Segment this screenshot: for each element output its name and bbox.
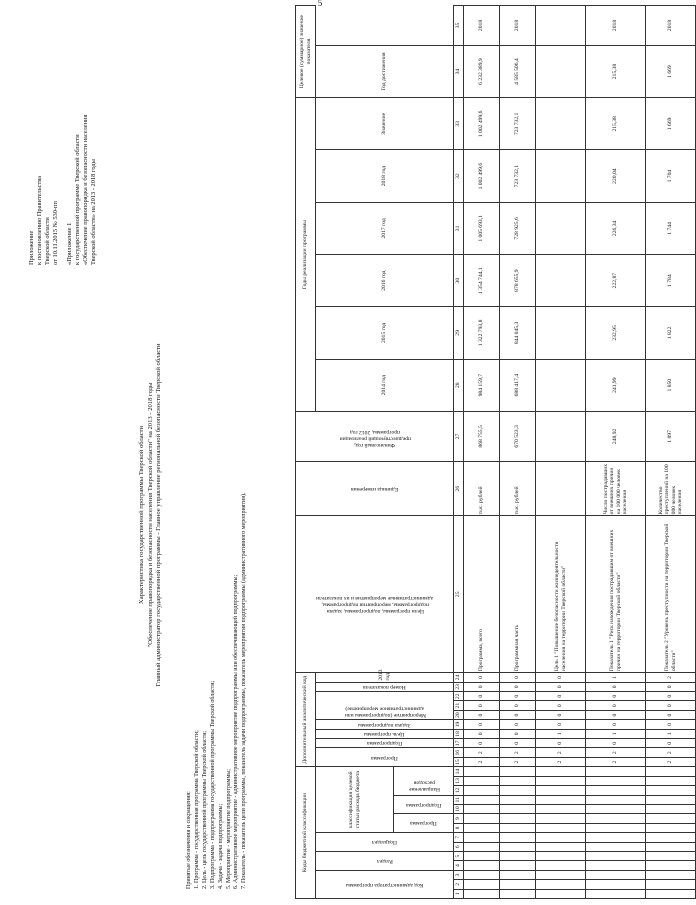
header-direction xyxy=(394,767,454,795)
code-cell: 2 xyxy=(500,757,536,766)
code-cell xyxy=(500,804,536,813)
code-cell: 0 xyxy=(500,720,536,729)
code-cell xyxy=(646,767,696,776)
cell-year-2015: 1 354 744,1 xyxy=(464,255,500,307)
column-numbers-row xyxy=(454,6,464,899)
code-cell: 0 xyxy=(464,673,500,682)
column-number: 10 xyxy=(454,804,464,813)
code-cell xyxy=(586,889,646,898)
code-cell xyxy=(646,889,696,898)
code-cell: 0 xyxy=(500,701,536,710)
code-cell: 0 xyxy=(500,682,536,691)
column-number: 7 xyxy=(454,833,464,842)
title-line: Характеристика государственной программы Тверской области xyxy=(138,425,145,605)
approval-block xyxy=(28,15,98,265)
code-cell: 1 xyxy=(536,729,586,738)
title-line: Главный администратор государственной программы - Главное управление региональной безопасности Тверской области xyxy=(155,343,163,687)
code-cell xyxy=(536,823,586,832)
cell-year-2018: 1 002 499,6 xyxy=(464,98,500,150)
code-cell xyxy=(646,880,696,889)
cell-year-2016: 1 744 xyxy=(646,202,696,254)
code-cell xyxy=(536,842,586,851)
code-cell: 2 xyxy=(646,757,696,766)
cell-year: 2018 xyxy=(586,6,646,46)
header-subsection xyxy=(316,833,454,852)
code-cell xyxy=(536,889,586,898)
header-section xyxy=(316,851,454,870)
title-line: "Обеспечение правопорядка и безопасности населения Тверской области" на 2013 - 2018 годы xyxy=(146,382,154,648)
cell-unit: тыс. рублей xyxy=(500,461,536,515)
cell-year-2015: 1 784 xyxy=(646,255,696,307)
header-program-text: Программа xyxy=(410,820,437,827)
code-cell: 2 xyxy=(586,757,646,766)
code-cell xyxy=(500,795,536,804)
header-additional-code: Дополнительный аналитический код xyxy=(296,673,316,767)
code-cell xyxy=(536,804,586,813)
legend-line: 2. Цель - цель государственной программы Тверской области; xyxy=(201,730,208,889)
code-cell xyxy=(646,833,696,842)
code-cell xyxy=(586,823,646,832)
legend-line: Принятые обозначения и сокращения: xyxy=(186,791,192,889)
table-row xyxy=(536,6,586,899)
header-year-reach: Год достижения xyxy=(316,45,454,97)
code-cell: 0 xyxy=(536,701,586,710)
column-number: 5 xyxy=(454,851,464,860)
code-cell: 0 xyxy=(646,682,696,691)
code-cell: 0 xyxy=(586,739,646,748)
approval-line: к государственной программе Тверской области xyxy=(74,134,81,265)
column-number: 13 xyxy=(454,776,464,785)
code-cell: 0 xyxy=(464,739,500,748)
header-fin-2012-text: Финансовый год, предшествующий реализации программы, 2012 год xyxy=(338,429,411,449)
header-2014: 2014 год xyxy=(316,359,454,411)
code-cell xyxy=(464,795,500,804)
header-subprogram2 xyxy=(316,739,454,748)
cell-target: 6 232 389,9 xyxy=(464,45,500,97)
header-2017: 2017 год xyxy=(316,202,454,254)
code-cell: 0 xyxy=(646,739,696,748)
cell-year-2013: 1 850 xyxy=(646,359,696,411)
code-cell xyxy=(646,814,696,823)
code-cell: 0 xyxy=(536,710,586,719)
header-admin-code-text: Код администратора программы xyxy=(345,881,424,888)
code-cell xyxy=(500,861,536,870)
code-cell xyxy=(646,823,696,832)
code-cell: 1 xyxy=(586,729,646,738)
code-cell xyxy=(646,776,696,785)
column-number: 8 xyxy=(454,823,464,832)
header-name xyxy=(296,516,454,673)
column-number: 19 xyxy=(454,720,464,729)
code-cell xyxy=(500,889,536,898)
code-cell xyxy=(586,861,646,870)
cell-year-2017 xyxy=(536,150,586,202)
legend-line: 4. Задача - задача подпрограммы; xyxy=(217,803,224,889)
code-cell xyxy=(464,823,500,832)
code-cell: 0 xyxy=(536,673,586,682)
code-cell xyxy=(500,823,536,832)
code-cell xyxy=(536,880,586,889)
code-cell: 0 xyxy=(646,720,696,729)
cell-name: Цель 1 "Повышение безопасности жизнедеятельности населения на территории Тверской области" xyxy=(536,516,586,673)
code-cell xyxy=(586,776,646,785)
column-number: 17 xyxy=(454,739,464,748)
cell-year-2017: 1 002 499,6 xyxy=(464,150,500,202)
program-characteristics-table xyxy=(295,5,696,899)
cell-year: 2018 xyxy=(464,6,500,46)
header-budget-code: Коды бюджетной классификации xyxy=(296,767,316,899)
cell-year-2015 xyxy=(536,255,586,307)
column-number: 12 xyxy=(454,786,464,795)
cell-year-2014 xyxy=(536,307,586,359)
code-cell: 0 xyxy=(464,682,500,691)
code-cell xyxy=(500,814,536,823)
cell-year-2015: 222,87 xyxy=(586,255,646,307)
code-cell xyxy=(464,889,500,898)
column-number: 25 xyxy=(454,516,464,673)
code-cell xyxy=(646,842,696,851)
code-cell xyxy=(464,880,500,889)
code-cell xyxy=(586,795,646,804)
code-cell xyxy=(536,861,586,870)
column-number: 24 xyxy=(454,673,464,682)
code-cell xyxy=(646,851,696,860)
header-program2 xyxy=(316,748,454,767)
code-cell: 0 xyxy=(536,692,586,701)
code-cell: 0 xyxy=(464,692,500,701)
code-cell xyxy=(464,814,500,823)
header-section-text: Раздел xyxy=(376,858,393,865)
column-number: 21 xyxy=(454,701,464,710)
header-event xyxy=(316,692,454,720)
code-cell: 2 xyxy=(536,748,586,757)
header-name-text: Цели программы, подпрограммы, задачи подпрограммы, мероприятия подпрограммы, административные мероприятия и их показатели xyxy=(316,595,433,615)
code-cell xyxy=(464,804,500,813)
column-number: 34 xyxy=(454,45,464,97)
header-program2-text: Программа xyxy=(371,754,398,761)
column-number: 1 xyxy=(454,889,464,898)
code-cell xyxy=(586,880,646,889)
cell-target: 1 669 xyxy=(646,45,696,97)
table-row xyxy=(464,6,500,899)
approval-line: «Приложение 1 xyxy=(66,222,73,265)
cell-year-2013: 688 417,4 xyxy=(500,359,536,411)
column-number: 32 xyxy=(454,150,464,202)
header-indicator-no-text: Номер показателя xyxy=(363,684,406,691)
header-2015: 2015 год xyxy=(316,307,454,359)
cell-name: Программная часть xyxy=(500,516,536,673)
cell-year-2018: 1 669 xyxy=(646,98,696,150)
code-cell xyxy=(536,814,586,823)
approval-line: к постановлению Правительства xyxy=(36,175,43,265)
column-number: 15 xyxy=(454,757,464,766)
abbreviations-legend xyxy=(186,249,249,889)
header-indicator-no xyxy=(316,682,454,691)
cell-year-2018: 723 732,1 xyxy=(500,98,536,150)
cell-target xyxy=(536,45,586,97)
column-number: 2 xyxy=(454,880,464,889)
code-cell xyxy=(536,795,586,804)
column-number: 14 xyxy=(454,767,464,776)
page-number: 5 xyxy=(317,0,323,8)
cell-year-2016: 226,34 xyxy=(586,202,646,254)
column-number: 35 xyxy=(454,6,464,46)
column-number: 18 xyxy=(454,729,464,738)
cell-target: 4 585 506,4 xyxy=(500,45,536,97)
code-cell: 0 xyxy=(464,701,500,710)
cell-year-2015: 878 655,9 xyxy=(500,255,536,307)
code-cell: 2 xyxy=(464,748,500,757)
header-task-text: Задача подпрограммы xyxy=(358,721,411,728)
code-cell xyxy=(586,851,646,860)
code-cell: 0 xyxy=(500,710,536,719)
code-cell xyxy=(586,804,646,813)
cell-unit: тыс. рублей xyxy=(464,461,500,515)
cell-name: Показатель 1 "Риск нахождения пострадавшим от внешних причин на территории Тверской области" xyxy=(586,516,646,673)
code-cell xyxy=(586,814,646,823)
code-cell xyxy=(464,851,500,860)
header-event-text: Мероприятие (подпрограммы или административное мероприятие) xyxy=(343,705,426,719)
code-cell: 2 xyxy=(646,748,696,757)
header-fin-2012 xyxy=(296,411,454,461)
column-number: 9 xyxy=(454,814,464,823)
code-cell xyxy=(536,851,586,860)
code-cell: 0 xyxy=(586,720,646,729)
header-target-article: классификация целевой статьи расхода бюджета xyxy=(316,767,394,833)
legend-line: 5. Мероприятие - мероприятие подпрограммы; xyxy=(225,769,232,889)
header-subprogram-text: Подпрограмма xyxy=(405,801,442,808)
code-cell xyxy=(586,833,646,842)
code-cell xyxy=(500,870,536,879)
header-target-value: Значение xyxy=(316,98,454,150)
cell-unit: Количество преступлений на 100 000 человек населения xyxy=(646,461,696,515)
header-2018: 2018 год xyxy=(316,150,454,202)
cell-year-2013: 984 159,7 xyxy=(464,359,500,411)
cell-year-2014: 232,95 xyxy=(586,307,646,359)
cell-unit xyxy=(536,461,586,515)
code-cell xyxy=(646,795,696,804)
cell-target: 215,38 xyxy=(586,45,646,97)
cell-year-2018 xyxy=(536,98,586,150)
cell-year: 2018 xyxy=(646,6,696,46)
code-cell xyxy=(536,776,586,785)
code-cell: 1 xyxy=(586,673,646,682)
code-cell: 2 xyxy=(500,748,536,757)
header-unit-text: Единица измерения xyxy=(350,485,399,492)
cell-name: Программа, всего xyxy=(464,516,500,673)
cell-year-2014: 1 322 793,8 xyxy=(464,307,500,359)
cell-year-2016 xyxy=(536,202,586,254)
table-row xyxy=(586,6,646,899)
code-cell xyxy=(464,767,500,776)
column-number: 30 xyxy=(454,255,464,307)
legend-line: 6. Административное мероприятие - административное мероприятие подпрограммы или обеспечивающей подпрограммы; xyxy=(233,574,240,889)
code-cell: 0 xyxy=(500,729,536,738)
code-cell: 0 xyxy=(536,720,586,729)
code-cell: 0 xyxy=(464,729,500,738)
header-2013: 2013 год xyxy=(316,673,454,682)
code-cell xyxy=(646,804,696,813)
code-cell: 0 xyxy=(586,701,646,710)
header-admin-code xyxy=(316,870,454,898)
code-cell: 2 xyxy=(464,757,500,766)
code-cell xyxy=(500,880,536,889)
column-number: 23 xyxy=(454,682,464,691)
column-number: 22 xyxy=(454,692,464,701)
code-cell xyxy=(500,842,536,851)
code-cell xyxy=(464,776,500,785)
code-cell xyxy=(536,786,586,795)
code-cell: 0 xyxy=(646,692,696,701)
code-cell xyxy=(500,833,536,842)
approval-line: Приложение xyxy=(28,230,35,265)
cell-year-2012: 868 755,5 xyxy=(464,411,500,461)
document-title xyxy=(138,165,164,865)
code-cell xyxy=(464,842,500,851)
column-number: 6 xyxy=(454,842,464,851)
header-goal-text: Цель программы xyxy=(364,731,405,738)
column-number: 11 xyxy=(454,795,464,804)
cell-year-2014: 1 822 xyxy=(646,307,696,359)
cell-year-2017: 1 704 xyxy=(646,150,696,202)
code-cell xyxy=(586,786,646,795)
cell-year-2017: 723 732,1 xyxy=(500,150,536,202)
header-2016: 2016 год xyxy=(316,255,454,307)
header-years: Годы реализации программы xyxy=(296,98,316,412)
code-cell: 2 xyxy=(536,757,586,766)
code-cell: 2 xyxy=(586,748,646,757)
table-row xyxy=(500,6,536,899)
code-cell xyxy=(586,842,646,851)
header-target: Целевое (суммарное) значение показателя xyxy=(296,6,316,98)
code-cell: 0 xyxy=(646,701,696,710)
column-number: 3 xyxy=(454,870,464,879)
code-cell xyxy=(500,776,536,785)
cell-year-2017: 220,04 xyxy=(586,150,646,202)
table-row xyxy=(646,6,696,899)
code-cell: 0 xyxy=(464,710,500,719)
header-subprogram2-text: Подпрограмма xyxy=(366,740,403,747)
column-number: 20 xyxy=(454,710,464,719)
code-cell xyxy=(586,870,646,879)
column-number: 29 xyxy=(454,307,464,359)
approval-line: Тверской области xyxy=(44,217,51,265)
cell-year-2018: 215,38 xyxy=(586,98,646,150)
header-direction-text: Направление расходов xyxy=(407,779,440,792)
header-goal xyxy=(316,729,454,738)
code-cell xyxy=(464,861,500,870)
code-cell xyxy=(646,861,696,870)
cell-year-2013: 241,99 xyxy=(586,359,646,411)
code-cell xyxy=(646,786,696,795)
column-number: 28 xyxy=(454,359,464,411)
cell-name: Показатель 2 "Уровень преступности на территории Тверской области" xyxy=(646,516,696,673)
code-cell xyxy=(586,767,646,776)
cell-year-2012: 1 897 xyxy=(646,411,696,461)
legend-line: 3. Подпрограмма - подпрограмма государственной программы Тверской области; xyxy=(209,680,216,889)
cell-year-2016: 1 005 693,1 xyxy=(464,202,500,254)
column-number: 31 xyxy=(454,202,464,254)
code-cell: 0 xyxy=(500,673,536,682)
header-unit xyxy=(296,461,454,515)
code-cell: 0 xyxy=(586,710,646,719)
code-cell xyxy=(464,833,500,842)
column-number: 33 xyxy=(454,98,464,150)
column-number: 4 xyxy=(454,861,464,870)
code-cell xyxy=(646,870,696,879)
code-cell xyxy=(500,767,536,776)
code-cell xyxy=(536,767,586,776)
code-cell xyxy=(464,870,500,879)
code-cell: 1 xyxy=(646,729,696,738)
code-cell: 0 xyxy=(500,692,536,701)
legend-line: 7. Показатель - показатель цели программы, показатель задачи подпрограммы, показатель мероприятия подпрограммы (административного мероприятия). xyxy=(241,492,248,889)
code-cell: 2 xyxy=(646,673,696,682)
approval-line: Тверской области» на 2013 - 2018 годы xyxy=(90,159,97,265)
code-cell: 0 xyxy=(464,720,500,729)
header-task xyxy=(316,720,454,729)
code-cell xyxy=(536,833,586,842)
approval-line: «Обеспечение правопорядка и безопасности населения xyxy=(82,114,89,265)
legend-line: 1. Программа - государственная программа Тверской области; xyxy=(193,730,200,889)
code-cell xyxy=(464,786,500,795)
cell-year-2012: 670 523,3 xyxy=(500,411,536,461)
cell-year-2014: 844 045,3 xyxy=(500,307,536,359)
header-subsection-text: Подраздел xyxy=(371,839,398,846)
code-cell xyxy=(536,870,586,879)
code-cell: 0 xyxy=(500,739,536,748)
cell-year-2013 xyxy=(536,359,586,411)
cell-year-2012 xyxy=(536,411,586,461)
cell-year xyxy=(536,6,586,46)
column-number: 26 xyxy=(454,461,464,515)
cell-year: 2018 xyxy=(500,6,536,46)
column-number: 27 xyxy=(454,411,464,461)
header-program xyxy=(394,814,454,833)
cell-unit: Число пострадавших от внешних причин на 100 000 человек населения xyxy=(586,461,646,515)
code-cell: 0 xyxy=(586,692,646,701)
code-cell xyxy=(500,851,536,860)
column-number: 16 xyxy=(454,748,464,757)
code-cell: 0 xyxy=(646,710,696,719)
code-cell: 0 xyxy=(586,682,646,691)
code-cell: 0 xyxy=(536,739,586,748)
cell-year-2012: 248,92 xyxy=(586,411,646,461)
header-subprogram xyxy=(394,795,454,814)
code-cell xyxy=(500,786,536,795)
cell-year-2016: 728 925,6 xyxy=(500,202,536,254)
code-cell: 0 xyxy=(536,682,586,691)
approval-line: от 10.11.2015 № 530-пп xyxy=(52,201,59,265)
